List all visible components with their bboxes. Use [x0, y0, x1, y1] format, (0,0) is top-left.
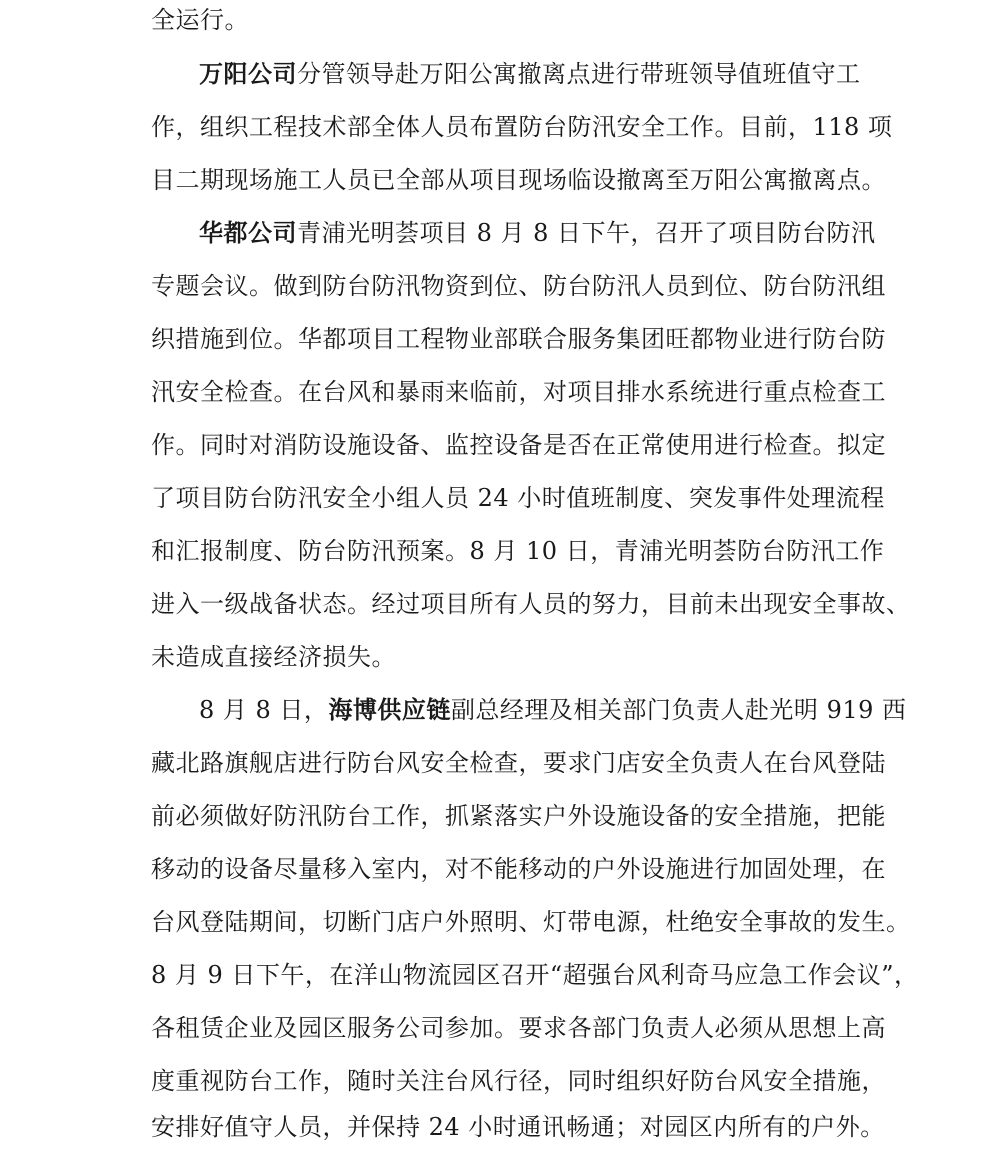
text-segment: 作。同时对消防设施设备、监控设备是否在正常使用进行检查。拟定 [151, 431, 886, 459]
paragraph-line [151, 896, 911, 948]
company-name: 海博供应链 [328, 695, 451, 724]
text-segment: 各租赁企业及园区服务公司参加。要求各部门负责人必须从思想上高 [151, 1014, 886, 1042]
paragraph-line [151, 1055, 886, 1107]
paragraph-line [199, 207, 876, 259]
company-name: 万阳公司 [199, 59, 297, 88]
paragraph-line [151, 366, 886, 418]
text-segment: 了项目防台防汛安全小组人员 24 小时值班制度、突发事件处理流程 [151, 484, 885, 512]
paragraph-line [151, 790, 886, 842]
text-segment: 全运行。 [151, 6, 249, 34]
text-segment: 台风登陆期间，切断门店户外照明、灯带电源，杜绝安全事故的发生。 [151, 908, 911, 936]
text-segment: 藏北路旗舰店进行防台风安全检查，要求门店安全负责人在台风登陆 [151, 749, 886, 777]
text-segment: 度重视防台工作，随时关注台风行径，同时组织好防台风安全措施， [151, 1067, 886, 1095]
text-segment: 副总经理及相关部门负责人赴光明 919 西 [450, 696, 907, 724]
paragraph-line [199, 684, 907, 736]
text-segment: 目二期现场施工人员已全部从项目现场临设撤离至万阳公寓撤离点。 [151, 166, 886, 194]
paragraph-line [151, 1002, 886, 1054]
text-segment: 青浦光明荟项目 8 月 8 日下午，召开了项目防台防汛 [297, 219, 876, 247]
paragraph-line [151, 260, 886, 312]
paragraph-line [199, 48, 861, 100]
text-segment: 织措施到位。华都项目工程物业部联合服务集团旺都物业进行防台防 [151, 325, 886, 353]
paragraph-line [151, 949, 919, 1001]
text-segment: 分管领导赴万阳公寓撤离点进行带班领导值班值守工 [297, 60, 861, 88]
text-segment: 8 月 8 日， [199, 696, 329, 724]
paragraph-line [151, 578, 911, 630]
text-segment: 作，组织工程技术部全体人员布置防台防汛安全工作。目前，118 项 [151, 113, 893, 141]
text-segment: 8 月 9 日下午，在洋山物流园区召开“超强台风利奇马应急工作会议”， [151, 961, 919, 989]
text-segment: 移动的设备尽量移入室内，对不能移动的户外设施进行加固处理，在 [151, 855, 886, 883]
text-segment: 和汇报制度、防台防汛预案。8 月 10 日，青浦光明荟防台防汛工作 [151, 537, 885, 565]
paragraph-line [151, 1101, 885, 1153]
paragraph-line [151, 472, 885, 524]
company-name: 华都公司 [199, 218, 297, 247]
text-segment: 汛安全检查。在台风和暴雨来临前，对项目排水系统进行重点检查工 [151, 378, 886, 406]
paragraph-line [151, 631, 851, 683]
paragraph-line [151, 419, 886, 471]
text-segment: 安排好值守人员，并保持 24 小时通讯畅通；对园区内所有的户外。 [151, 1113, 885, 1141]
text-segment: 前必须做好防汛防台工作，抓紧落实户外设施设备的安全措施，把能 [151, 802, 886, 830]
paragraph-line [151, 525, 885, 577]
paragraph-line [151, 154, 886, 206]
paragraph-line [151, 313, 886, 365]
text-segment: 进入一级战备状态。经过项目所有人员的努力，目前未出现安全事故、 [151, 590, 911, 618]
text-segment: 未造成直接经济损失。 [151, 643, 396, 671]
paragraph-line [151, 0, 851, 46]
text-segment: 专题会议。做到防台防汛物资到位、防台防汛人员到位、防台防汛组 [151, 272, 886, 300]
paragraph-line [151, 737, 886, 789]
paragraph-line [151, 843, 886, 895]
paragraph-line [151, 101, 893, 153]
